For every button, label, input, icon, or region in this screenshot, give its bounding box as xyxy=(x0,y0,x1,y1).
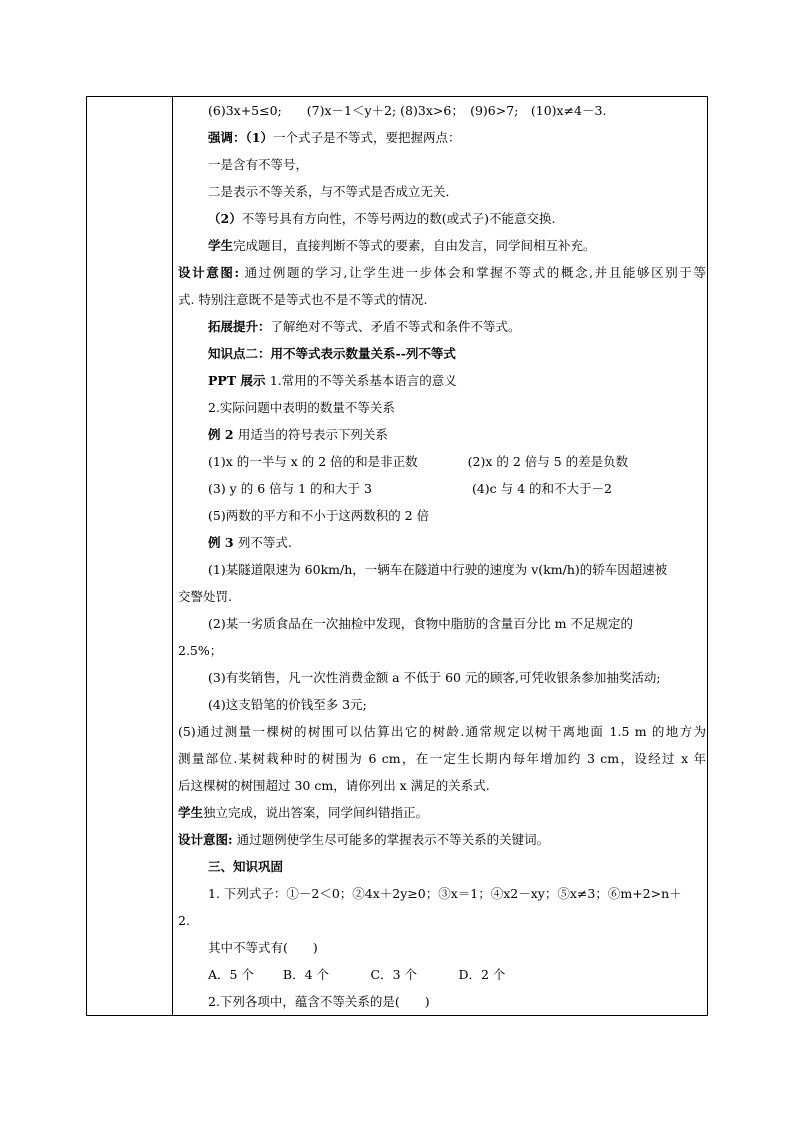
bold-text: 拓展提升： xyxy=(208,319,271,334)
text-line xyxy=(208,427,388,443)
text: (3) y 的 6 倍与 1 的和大于 3 (4)c 与 4 的和不大于－2 xyxy=(208,481,612,496)
text-line xyxy=(178,643,222,659)
text: 不等号具有方向性，不等号两边的数(或式子)不能意交换. xyxy=(241,211,556,226)
text-line xyxy=(208,454,628,470)
bold-text: 学生 xyxy=(208,238,234,253)
text-line xyxy=(208,859,283,875)
text-line xyxy=(208,130,460,146)
text: (2)某一劣质食品在一次抽检中发现，食物中脂肪的含量百分比 m 不足规定的 xyxy=(208,616,634,631)
text: (5)通过测量一棵树的树围可以估算出它的树龄.通常规定以树干离地面 1.5 m 的地方为 xyxy=(178,724,706,739)
bold-text: 设计意图: xyxy=(178,832,233,847)
text-line xyxy=(178,832,549,848)
bold-text: 强调：（1） xyxy=(208,130,273,145)
text: 2.实际问题中表明的数量不等关系 xyxy=(208,400,395,415)
text-line xyxy=(208,184,458,200)
text-line xyxy=(208,400,395,416)
text-line xyxy=(178,724,706,740)
text: 二是表示不等关系，与不等式是否成立无关． xyxy=(208,184,459,199)
text-line xyxy=(208,481,612,497)
text: A．5 个 B．4 个 C．3 个 D．2 个 xyxy=(208,967,506,982)
text: 2. xyxy=(178,913,190,928)
text: 独立完成，说出答案，同学间纠错指正。 xyxy=(203,805,429,820)
text-line xyxy=(178,778,490,794)
text: 了解绝对不等式、矛盾不等式和条件不等式。 xyxy=(270,319,521,334)
text-line xyxy=(208,211,555,227)
text-line xyxy=(208,562,667,578)
text-line xyxy=(178,589,232,605)
text: 用适当的符号表示下列关系 xyxy=(237,427,388,442)
text: (6)3x+5≤0; (7)x－1＜y＋2; (8)3x>6； (9)6>7; (10)x≠4－3. xyxy=(208,103,607,118)
text-line xyxy=(208,886,682,902)
text: 通过例题的学习,让学生进一步体会和掌握不等式的概念,并且能够区别于等 xyxy=(239,265,706,280)
text: 一个式子是不等式，要把握两点： xyxy=(272,130,461,145)
bold-text: 设计意图: xyxy=(178,265,240,280)
text: (4)这支铅笔的价钱至多 3元; xyxy=(208,697,367,712)
text: 交警处罚. xyxy=(178,589,232,604)
bold-text: 学生 xyxy=(178,805,204,820)
text: 一是含有不等号， xyxy=(208,157,309,172)
lesson-table xyxy=(86,96,708,1016)
text-line xyxy=(208,616,633,632)
text-line xyxy=(208,157,308,173)
left-column-cell xyxy=(87,97,173,1015)
text: 1.常用的不等关系基本语言的意义 xyxy=(269,373,457,388)
text: 2.5%； xyxy=(178,643,223,658)
text-line xyxy=(208,319,521,335)
text-line xyxy=(208,670,661,686)
text-line xyxy=(208,994,430,1010)
text: 后这棵树的树围超过 30 cm，请你列出 x 满足的关系式. xyxy=(178,778,490,793)
bold-text: 知识点二：用不等式表示数量关系--列不等式 xyxy=(208,346,456,361)
text-line xyxy=(208,238,596,254)
bold-text: PPT 展示 xyxy=(208,373,270,388)
text: 式. 特别注意既不是等式也不是不等式的情况. xyxy=(178,292,428,307)
bold-text: （2） xyxy=(208,211,242,226)
text: 2.下列各项中，蕴含不等关系的是( ) xyxy=(208,994,430,1009)
text: 通过题例使学生尽可能多的掌握表示不等关系的关键词。 xyxy=(232,832,550,847)
text: 1. 下列式子：①－2＜0；②4x＋2y≥0；③x＝1；④x2－xy；⑤x≠3；⑥m+2>n＋ xyxy=(208,886,682,901)
bold-text: 例 2 xyxy=(208,427,238,442)
text: 测量部位.某树栽种时的树围为 6 cm，在一定生长期内每年增加约 3 cm，设经过 x 年 xyxy=(178,751,706,766)
text-line xyxy=(178,751,706,767)
text-line xyxy=(208,940,318,956)
text: (1)某隧道限速为 60km/h，一辆车在隧道中行驶的速度为 v(km/h)的轿车因超速被 xyxy=(208,562,668,577)
text-line xyxy=(178,805,428,821)
bold-text: 例 3 xyxy=(208,535,238,550)
text-line xyxy=(208,697,367,713)
text-line xyxy=(208,346,456,362)
bold-text: 三、知识巩固 xyxy=(208,859,284,874)
text: 完成题目，直接判断不等式的要素，自由发言，同学间相互补充。 xyxy=(233,238,596,253)
text: (5)两数的平方和不小于这两数积的 2 倍 xyxy=(208,508,430,523)
text-line xyxy=(208,535,292,551)
text: (3)有奖销售，凡一次性消费金额 a 不低于 60 元的顾客,可凭收银条参加抽奖活动; xyxy=(208,670,661,685)
text-line xyxy=(208,508,429,524)
text-line xyxy=(178,292,427,308)
text: 其中不等式有( ) xyxy=(208,940,318,955)
text-line xyxy=(208,103,606,119)
text-line xyxy=(208,967,505,983)
text-line xyxy=(178,913,190,929)
text-line xyxy=(178,265,706,281)
text-line xyxy=(208,373,457,389)
text: 列不等式. xyxy=(237,535,292,550)
text: (1)x 的一半与 x 的 2 倍的和是非正数 (2)x 的 2 倍与 5 的差是负数 xyxy=(208,454,629,469)
